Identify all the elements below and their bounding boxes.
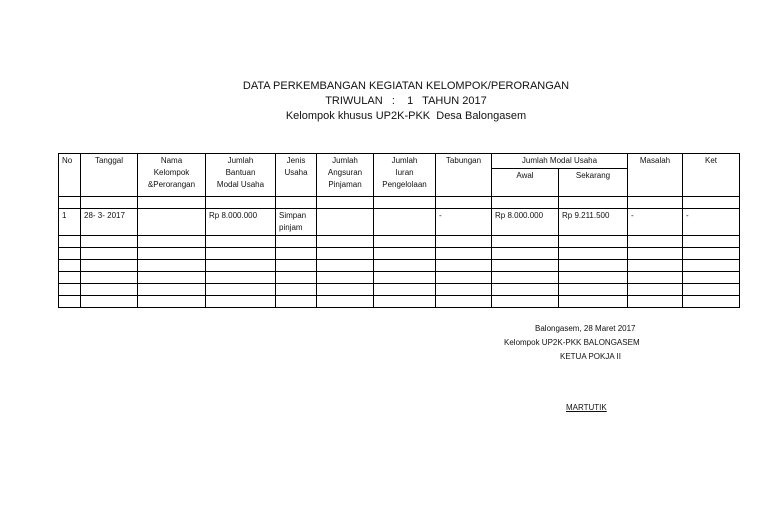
report-period: TRIWULAN : 1 TAHUN 2017 (325, 95, 487, 107)
report-table (58, 153, 740, 308)
cell-sekarang: Rp 9.211.500 (559, 209, 628, 236)
header-jenis-line: Jenis (286, 156, 306, 165)
header-nama-line: &Perorangan (147, 180, 196, 189)
cell-tabungan: - (436, 209, 492, 236)
table-row-empty (59, 284, 740, 296)
header-row (59, 154, 740, 169)
header-masalah: Masalah (628, 154, 683, 197)
header-angsuran-line: Pinjaman (328, 180, 362, 189)
header-awal: Awal (492, 169, 559, 197)
cell-tanggal: 28- 3- 2017 (81, 209, 138, 236)
header-nama-line: Nama (160, 156, 183, 165)
cell-awal: Rp 8.000.000 (492, 209, 559, 236)
cell-masalah: - (628, 209, 683, 236)
header-ket: Ket (683, 154, 740, 197)
table-row (59, 209, 740, 236)
header-bantuan-line: Jumlah (227, 156, 254, 165)
header-iuran (374, 154, 436, 197)
header-modal-group: Jumlah Modal Usaha (492, 154, 628, 169)
header-iuran-line: Jumlah (391, 156, 418, 165)
signature-place-date: Balongasem, 28 Maret 2017 (535, 324, 636, 333)
table-row-empty (59, 272, 740, 284)
report-title-block (0, 79, 768, 124)
header-sekarang: Sekarang (559, 169, 628, 197)
signature-name: MARTUTIK (566, 403, 607, 412)
header-no: No (59, 154, 81, 197)
cell-jenis (276, 209, 317, 236)
table-row-empty (59, 236, 740, 248)
cell-jenis-line: Simpan (279, 211, 307, 220)
cell-ket: - (683, 209, 740, 236)
header-bantuan-line: Bantuan (225, 168, 256, 177)
cell-no: 1 (59, 209, 81, 236)
signature-role: KETUA POKJA II (560, 352, 621, 361)
signature-org: Kelompok UP2K-PKK BALONGASEM (504, 338, 640, 347)
header-bantuan (206, 154, 276, 197)
header-angsuran-line: Jumlah (332, 156, 358, 165)
cell-nama (138, 209, 206, 236)
header-angsuran-line: Angsuran (327, 168, 363, 177)
table-row-empty (59, 248, 740, 260)
header-jenis (276, 154, 317, 197)
cell-iuran (374, 209, 436, 236)
header-tabungan: Tabungan (436, 154, 492, 197)
cell-angsuran (317, 209, 374, 236)
report-title: DATA PERKEMBANGAN KEGIATAN KELOMPOK/PERORANGAN (242, 80, 570, 92)
table-row-empty (59, 296, 740, 308)
header-iuran-line: Iuran (395, 168, 414, 177)
header-nama (138, 154, 206, 197)
header-nama-line: Kelompok (153, 168, 190, 177)
table-row-spacer (59, 197, 740, 209)
header-angsuran (317, 154, 374, 197)
report-subtitle: Kelompok khusus UP2K-PKK Desa Balongasem (285, 110, 527, 122)
header-tanggal: Tanggal (81, 154, 138, 197)
header-iuran-line: Pengelolaan (382, 180, 427, 189)
cell-jenis-line: pinjam (279, 223, 303, 232)
cell-bantuan: Rp 8.000.000 (206, 209, 276, 236)
header-bantuan-line: Modal Usaha (216, 180, 265, 189)
table-row-empty (59, 260, 740, 272)
header-jenis-line: Usaha (284, 168, 308, 177)
